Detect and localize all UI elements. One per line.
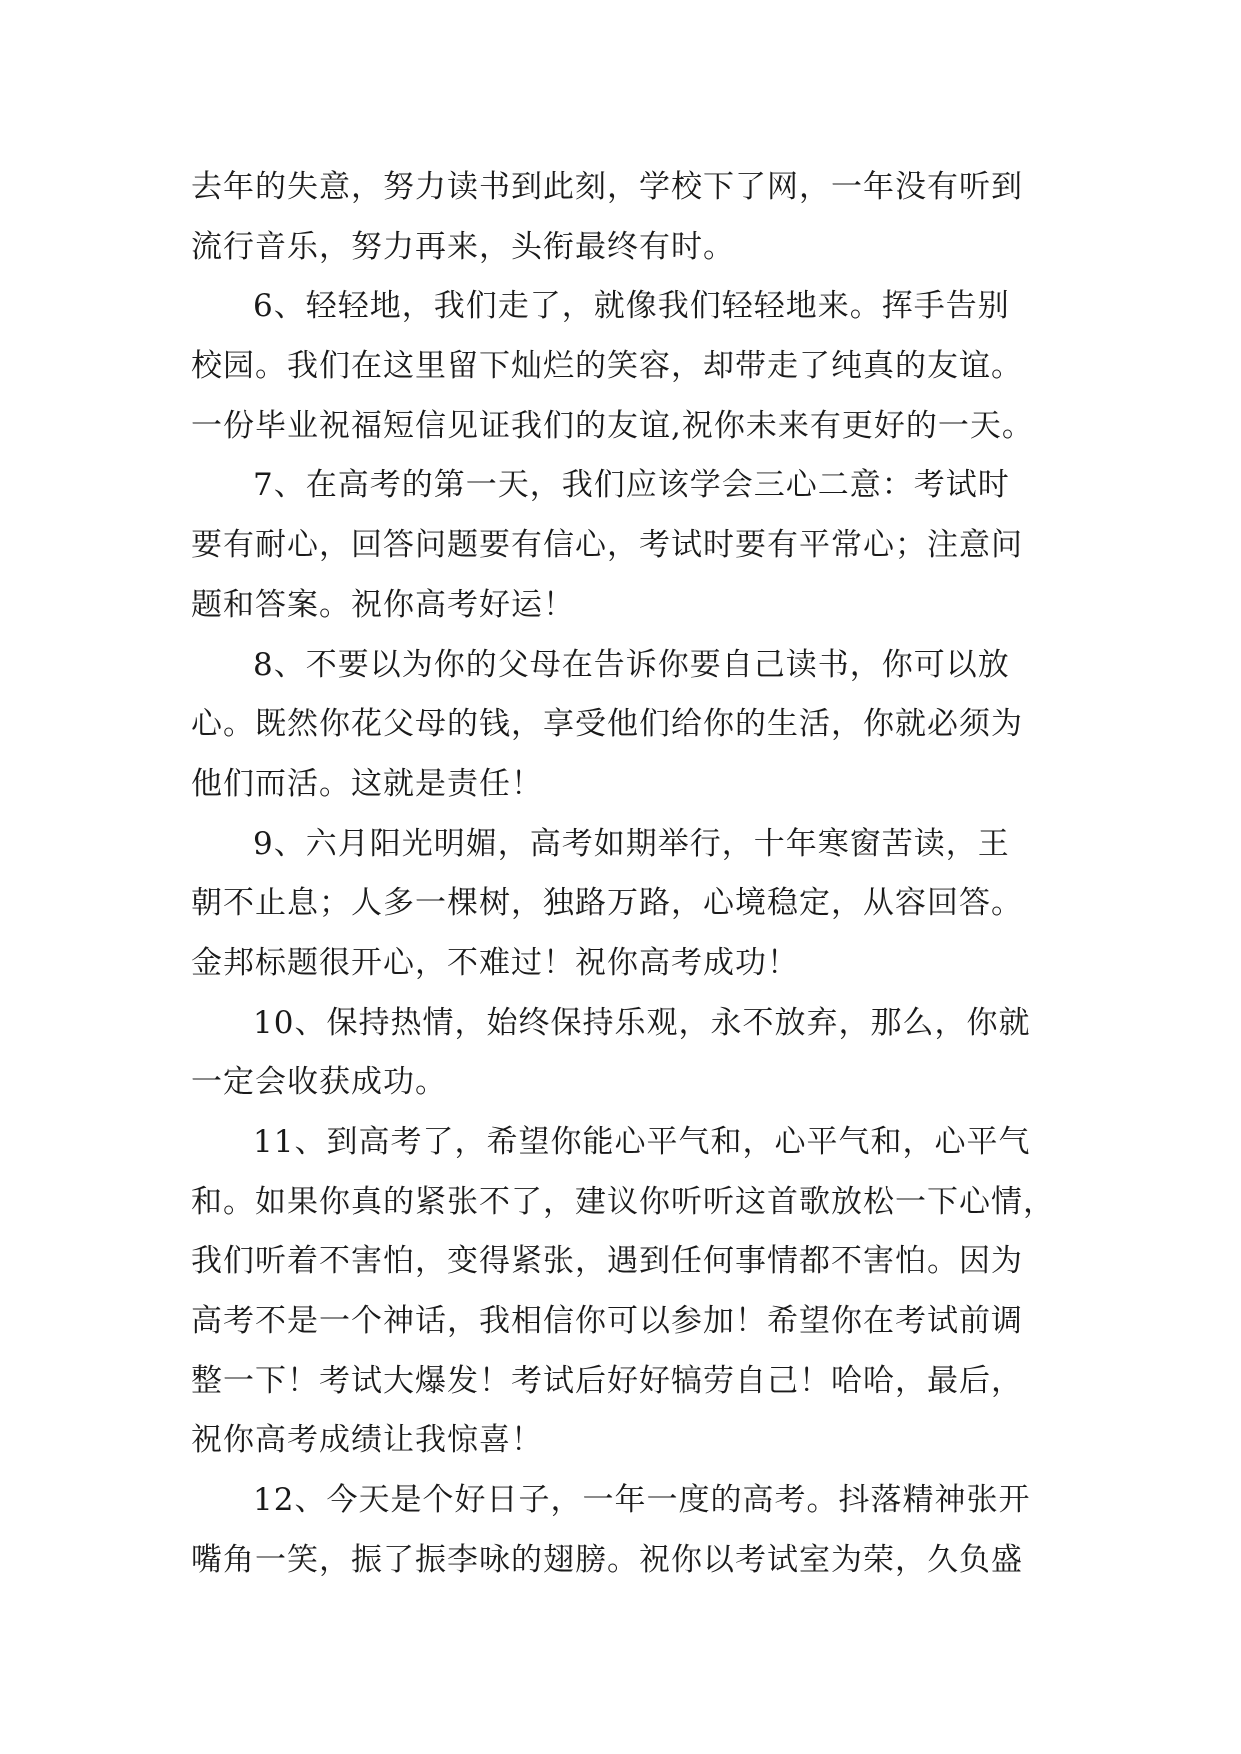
text-line: 8、不要以为你的父母在告诉你要自己读书，你可以放 xyxy=(253,646,1010,683)
text-line: 心。既然你花父母的钱，享受他们给你的生活，你就必须为 xyxy=(191,706,1023,743)
text-line: 朝不止息；人多一棵树，独路万路，心境稳定，从容回答。 xyxy=(191,885,1023,922)
text-line: 和。如果你真的紧张不了，建议你听听这首歌放松一下心情， xyxy=(191,1183,1055,1220)
document-body xyxy=(191,158,1055,1591)
text-line: 11、到高考了，希望你能心平气和，心平气和，心平气 xyxy=(253,1124,1031,1160)
text-line: 9、六月阳光明媚，高考如期举行，十年寒窗苦读，王 xyxy=(253,825,1010,862)
text-line: 校园。我们在这里留下灿烂的笑容，却带走了纯真的友谊。 xyxy=(191,348,1023,385)
text-line: 7、在高考的第一天，我们应该学会三心二意：考试时 xyxy=(253,467,1010,504)
text-line: 嘴角一笑，振了振李咏的翅膀。祝你以考试室为荣，久负盛 xyxy=(191,1541,1023,1578)
text-line: 流行音乐，努力再来，头衔最终有时。 xyxy=(191,228,735,265)
text-line: 10、保持热情，始终保持乐观，永不放弃，那么，你就 xyxy=(253,1004,1031,1041)
text-line: 一份毕业祝福短信见证我们的友谊,祝你未来有更好的一天。 xyxy=(191,407,1034,444)
text-line: 高考不是一个神话，我相信你可以参加！希望你在考试前调 xyxy=(191,1303,1023,1340)
text-line: 他们而活。这就是责任！ xyxy=(191,765,543,802)
text-line: 去年的失意，努力读书到此刻，学校下了网，一年没有听到 xyxy=(191,169,1023,205)
text-line: 题和答案。祝你高考好运！ xyxy=(191,586,575,623)
text-line: 12、今天是个好日子，一年一度的高考。抖落精神张开 xyxy=(253,1482,1031,1519)
text-line: 要有耐心，回答问题要有信心，考试时要有平常心；注意问 xyxy=(191,527,1023,564)
text-line: 祝你高考成绩让我惊喜！ xyxy=(191,1422,543,1459)
text-line: 6、轻轻地，我们走了，就像我们轻轻地来。挥手告别 xyxy=(253,288,1010,325)
text-line: 金邦标题很开心，不难过！祝你高考成功！ xyxy=(191,944,799,981)
text-line: 一定会收获成功。 xyxy=(191,1064,447,1101)
text-line: 我们听着不害怕，变得紧张，遇到任何事情都不害怕。因为 xyxy=(191,1243,1023,1280)
text-line: 整一下！考试大爆发！考试后好好犒劳自己！哈哈，最后， xyxy=(191,1362,1023,1399)
